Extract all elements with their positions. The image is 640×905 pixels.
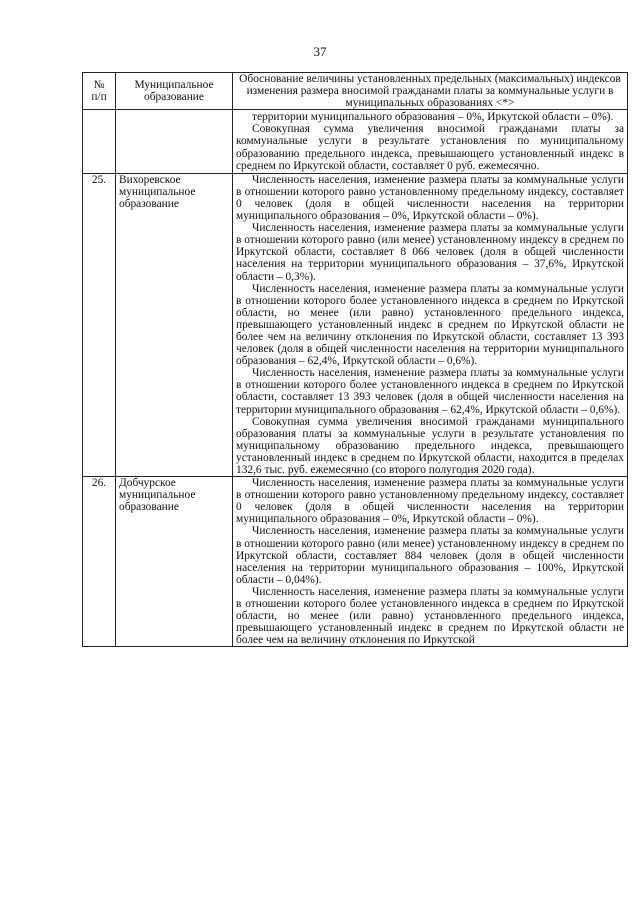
header-justification: Обоснование величины установленных предельных (максимальных) индексов изменения размера вносимой гражданами платы за коммунальные услуги в муниципальных образованиях <*> <box>233 73 628 110</box>
municipality-name-line: образование <box>119 197 179 210</box>
justification-paragraph: Совокупная сумма увеличения вносимой гражданами платы за коммунальные услуги в результате установления по муниципальному образованию предельного индекса, превышающего установленный индекс в среднем по Иркутской области, составляет 0 руб. ежемесячно. <box>236 123 624 172</box>
row-number: 25. <box>83 173 116 476</box>
row-municipality <box>116 173 233 476</box>
justification-paragraph: Численность населения, изменение размера платы за коммунальные услуги в отношении которого более установленного индекса в среднем по Иркутской области, составляет 13 393 человек (доля в общей численности населения на территории муниципального образования – 62,4%, Иркутской области – 0,6%). <box>236 367 624 416</box>
table-row <box>83 173 628 476</box>
header-municipality <box>116 73 233 110</box>
justification-paragraph: территории муниципального образования – 0%, Иркутской области – 0%). <box>252 111 614 124</box>
header-municipality-line: Муниципальное <box>134 79 214 92</box>
header-num <box>83 73 116 110</box>
row-justification <box>233 110 628 173</box>
header-num-line: п/п <box>91 91 107 104</box>
justification-paragraph: Численность населения, изменение размера платы за коммунальные услуги в отношении которого равно (или менее) установленному индексу в среднем по Иркутской области, составляет 884 человек (доля в общей численности населения на территории муниципального образования – 100%, Иркутской области – 0,04%). <box>236 525 624 586</box>
justification-paragraph: Численность населения, изменение размера платы за коммунальные услуги в отношении которого равно установленному предельному индексу, составляет 0 человек (доля в общей численности населения на территории муниципального образования – 0%, Иркутской области – 0%). <box>236 477 624 526</box>
row-number: 26. <box>83 477 116 647</box>
justification-paragraph: Численность населения, изменение размера платы за коммунальные услуги в отношении которого более установленного индекса в среднем по Иркутской области, но менее (или равно) установленного предельного индекса, превышающего установленный индекс в среднем по Иркутской области не более чем на величину отклонения по Иркутской области, составляет 13 393 человек (доля в общей численности населения на территории муниципального образования – 62,4%, Иркутской области – 0,6%). <box>236 282 624 368</box>
page-number: 37 <box>313 44 327 59</box>
municipality-name-line: образование <box>119 501 179 514</box>
justification-paragraph: Численность населения, изменение размера платы за коммунальные услуги в отношении которого равно (или менее) установленному индексу в среднем по Иркутской области, составляет 8 066 человек (доля в общей численности населения на территории муниципального образования – 37,6%, Иркутской области – 0,3%). <box>236 222 624 283</box>
header-municipality-line: образование <box>144 91 204 104</box>
row-municipality <box>116 110 233 173</box>
row-justification <box>233 477 628 647</box>
table-row <box>83 110 628 173</box>
justification-paragraph: Численность населения, изменение размера платы за коммунальные услуги в отношении которого более установленного индекса в среднем по Иркутской области, но менее (или равно) установленного предельного индекса, превышающего установленный индекс в среднем по Иркутской области не более чем на величину отклонения по Иркутской <box>236 585 624 647</box>
municipality-name-line: Вихоревское <box>119 173 181 186</box>
header-num-line: № <box>93 79 105 92</box>
row-number <box>83 110 116 173</box>
table-row <box>83 477 628 647</box>
municipality-name-line: Добчурское <box>119 477 176 490</box>
row-justification <box>233 173 628 476</box>
municipality-name-line: муниципальное <box>119 185 196 198</box>
justification-paragraph: Совокупная сумма увеличения вносимой гражданами муниципального образования платы за коммунальные услуги в результате установления по муниципальному образованию предельного индекса, превышающего установленный индекс в среднем по Иркутской области, находится в пределах 132,6 тыс. руб. ежемесячно (со второго полугодия 2020 года). <box>236 415 624 476</box>
justification-table <box>82 72 628 647</box>
justification-paragraph: Численность населения, изменение размера платы за коммунальные услуги в отношении которого равно установленному предельному индексу, составляет 0 человек (доля в общей численности населения на территории муниципального образования – 0%, Иркутской области – 0%). <box>236 173 624 223</box>
row-municipality <box>116 477 233 647</box>
table-header-row <box>83 73 628 110</box>
municipality-name-line: муниципальное <box>119 489 196 502</box>
